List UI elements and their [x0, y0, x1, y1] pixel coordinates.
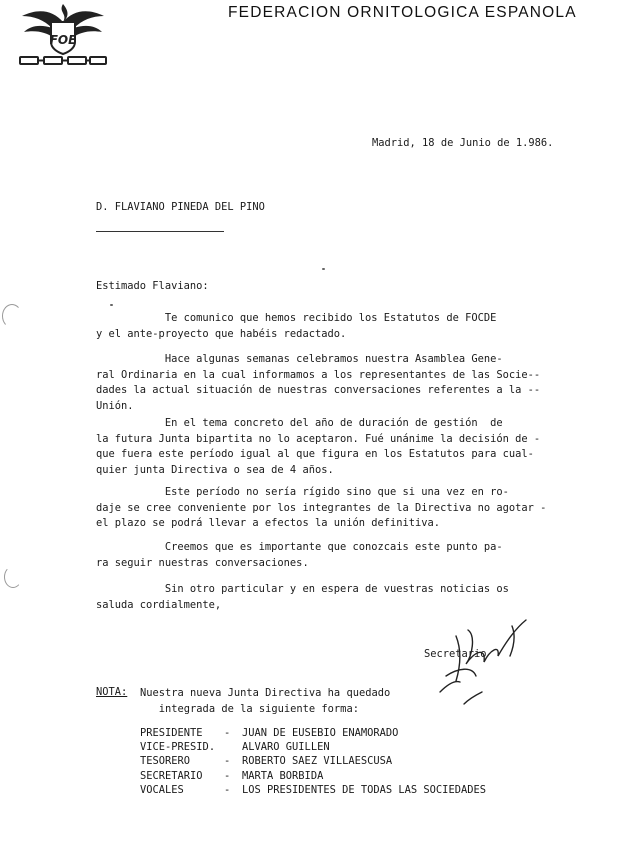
body-paragraph: Este período no sería rígido sino que si una vez en ro- daje se cree conveniente por los integrantes de la Directiva no agotar - el plazo se podrá llevar a efectos la unión definitiva.: [96, 486, 547, 529]
body-paragraph: Te comunico que hemos recibido los Estatutos de FOCDE y el ante-proyecto que habéis redactado.: [96, 312, 497, 340]
board-role: VOCALES: [140, 783, 184, 796]
board-role: PRESIDENTE: [140, 727, 203, 740]
scan-speck: [322, 268, 325, 270]
address-underline: [96, 231, 224, 232]
signature-title: Secretario: [424, 648, 487, 660]
scan-speck: [110, 304, 113, 306]
board-row: [140, 783, 486, 797]
closing-paragraph: Sin otro particular y en espera de vuestras noticias os saluda cordialmente,: [96, 583, 509, 611]
board-dash: -: [224, 755, 231, 768]
board-row: [140, 769, 486, 783]
punch-hole-mark: [4, 566, 22, 588]
salutation: Estimado Flaviano:: [96, 280, 209, 292]
board-member-name: ROBERTO SAEZ VILLAESCUSA: [242, 755, 393, 768]
body-paragraph: En el tema concreto del año de duración de gestión de la futura Junta bipartita no lo aceptaron. Fué unánime la decisión de - que fuera este período igual al que figura en los Estatutos para cual- quier junta Directiva o sea de 4 años.: [96, 417, 541, 476]
board-role: TESORERO: [140, 755, 191, 768]
svg-text:FOE: FOE: [49, 33, 77, 47]
letterhead-title: FEDERACION ORNITOLOGICA ESPANOLA: [228, 4, 577, 21]
board-dash: -: [224, 783, 231, 796]
nota-text: Nuestra nueva Junta Directiva ha quedado integrada de la siguiente forma:: [140, 687, 391, 715]
recipient-name: D. FLAVIANO PINEDA DEL PINO: [96, 201, 265, 213]
board-dash: -: [224, 727, 231, 740]
handwritten-signature: [416, 606, 546, 716]
board-member-name: MARTA BORBIDA: [242, 769, 324, 782]
board-role: VICE-PRESID.: [140, 741, 216, 754]
board-member-name: JUAN DE EUSEBIO ENAMORADO: [242, 727, 399, 740]
board-list: [140, 726, 486, 797]
nota-label: NOTA:: [96, 686, 128, 698]
board-role: SECRETARIO: [140, 769, 203, 782]
body-paragraph: Hace algunas semanas celebramos nuestra Asamblea Gene- ral Ordinaria en la cual informamos a los representantes de las Socie-- dades la actual situación de nuestras conversaciones referentes a la -- Unión.: [96, 353, 541, 412]
punch-hole-mark: [2, 304, 22, 328]
body-paragraph: Creemos que es importante que conozcais este punto pa- ra seguir nuestras conversaciones.: [96, 541, 503, 569]
foe-logo: [18, 2, 108, 66]
board-member-name: LOS PRESIDENTES DE TODAS LAS SOCIEDADES: [242, 783, 486, 796]
board-row: [140, 726, 486, 740]
board-row: [140, 740, 486, 754]
board-row: [140, 754, 486, 768]
date-line: Madrid, 18 de Junio de 1.986.: [372, 137, 554, 149]
board-member-name: ALVARO GUILLEN: [242, 741, 330, 754]
board-dash: -: [224, 769, 231, 782]
